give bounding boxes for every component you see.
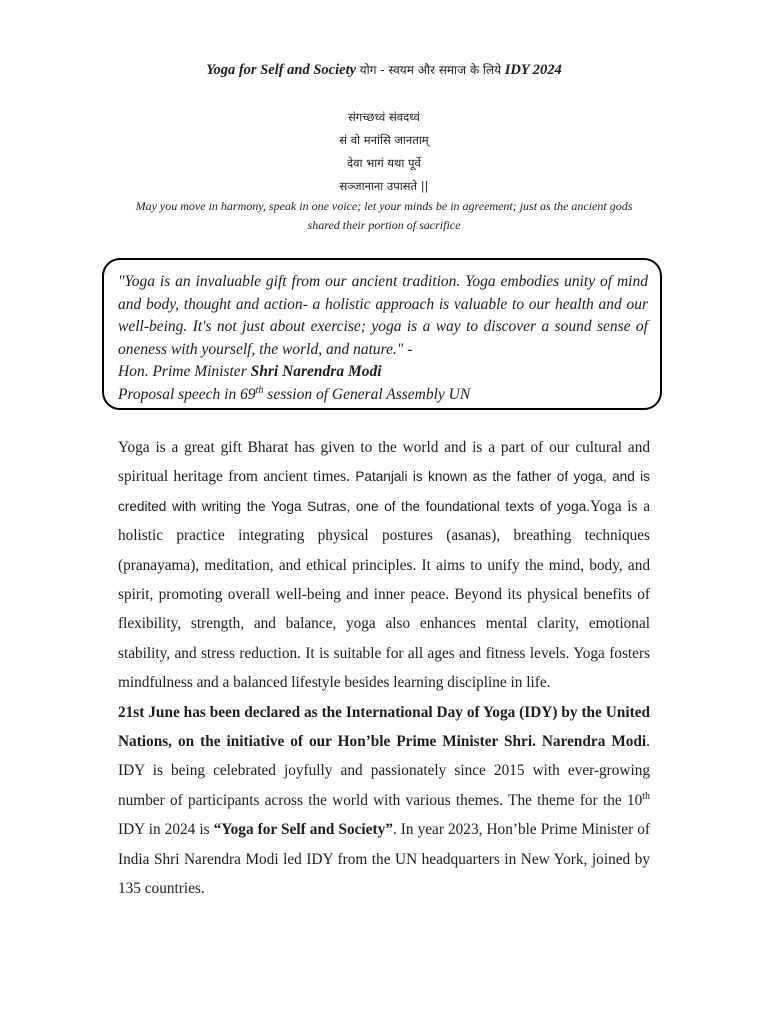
quote-source xyxy=(118,384,648,407)
title-english: Yoga for Self and Society xyxy=(206,62,357,78)
shloka-line-3: देवा भागं यथा पूर्वे xyxy=(347,156,421,170)
shloka-line-1: संगच्छध्वं संवदध्वं xyxy=(348,110,420,124)
para1-part3: Yoga is a holistic practice integrating physical postures (asanas), breathing techniques (pranayama), meditation, and ethical principles. It aims to unify the mind, body, and spirit, promoting overall well-being and inner peace. Beyond its physical benefits of flexibility, strength, and balance, yoga also enhances mental clarity, emotional stability, and stress reduction. It is suitable for all ages and fitness levels. Yoga fosters mindfulness and a balanced lifestyle besides learning discipline in life. xyxy=(118,497,650,692)
para1-part1: Yoga is a great gift Bharat has given to the world and is a part of our cultural and spiritual heritage from ancient times. xyxy=(118,439,650,486)
sanskrit-shloka xyxy=(0,106,768,198)
attribution-prefix: Hon. Prime Minister xyxy=(118,363,251,381)
source-post: session of General Assembly UN xyxy=(263,385,471,403)
body-text xyxy=(118,433,650,904)
para2-theme: “Yoga for Self and Society” xyxy=(213,821,393,839)
title-suffix: IDY 2024 xyxy=(504,62,562,78)
para2-text2: IDY in 2024 is xyxy=(118,821,214,839)
shloka-line-4: सञ्जानाना उपासते || xyxy=(339,179,429,193)
para2-text1: . IDY is being celebrated joyfully and passionately since 2015 with ever-growing number of participants across the world with various themes. The theme for the 10 xyxy=(118,733,650,809)
shloka-line-2: सं वो मनांसि जानताम् xyxy=(339,133,429,147)
source-sup: th xyxy=(255,384,264,396)
para2-bold-intro: 21st June has been declared as the International Day of Yoga (IDY) by the United Nations, on the initiative of our Hon’ble Prime Minister Shri. Narendra Modi xyxy=(118,703,650,751)
para2-sup: th xyxy=(642,790,650,802)
para1-part2: Patanjali is known as the father of yoga, and is credited with writing the Yoga Sutras, one of the foundational texts of yoga. xyxy=(118,469,650,514)
source-pre: Proposal speech in 69 xyxy=(118,385,256,403)
paragraph-idy xyxy=(118,698,650,904)
quote-attribution xyxy=(118,361,648,384)
quote-box xyxy=(102,258,662,410)
attribution-name: Shri Narendra Modi xyxy=(250,363,382,381)
quote-text: "Yoga is an invaluable gift from our ancient tradition. Yoga embodies unity of mind and body, thought and action- a holistic approach is valuable to our health and our well-being. It's not just about exercise; yoga is a way to discover a sound sense of oneness with yourself, the world, and nature." - xyxy=(118,273,648,358)
paragraph-yoga-intro xyxy=(118,433,650,698)
title-hindi: योग - स्वयम और समाज के लिये xyxy=(359,63,502,77)
para2-text3: . In year 2023, Hon’ble Prime Minister of India Shri Narendra Modi led IDY from the UN headquarters in New York, joined by 135 countries. xyxy=(118,821,650,898)
shloka-translation: May you move in harmony, speak in one voice; let your minds be in agreement; just as the ancient gods shared their portion of sacrifice xyxy=(135,199,633,232)
page-title xyxy=(0,60,768,80)
